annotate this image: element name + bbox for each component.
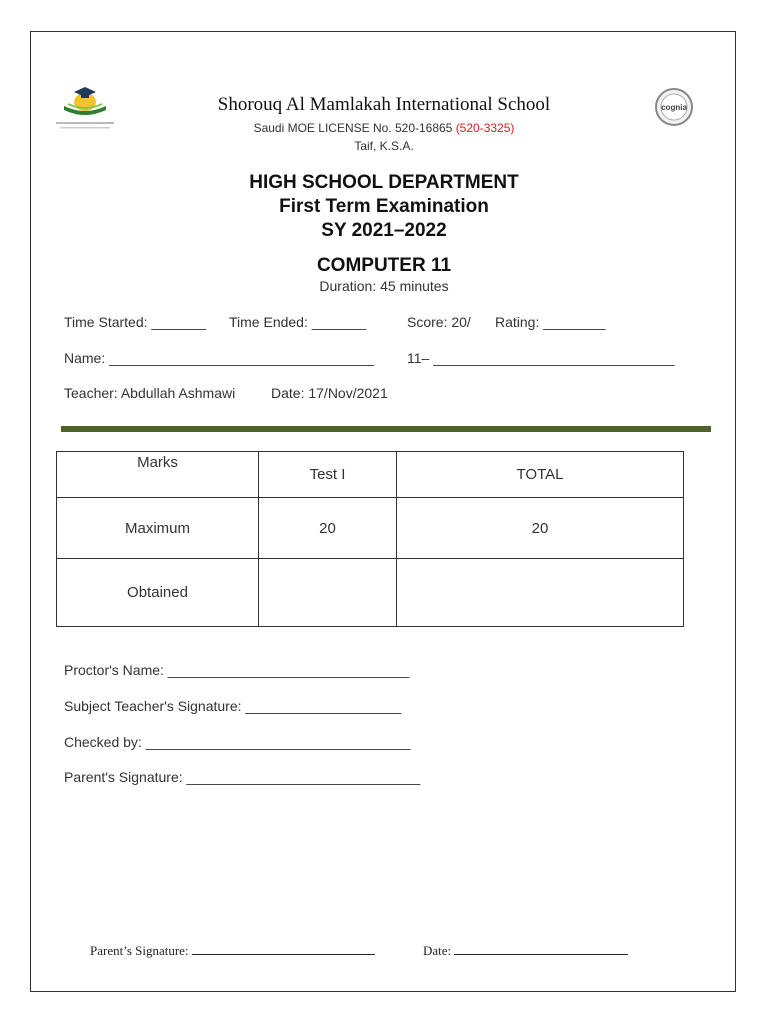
exam-term: First Term Examination (279, 196, 489, 217)
school-name: Shorouq Al Mamlakah International School (217, 94, 551, 115)
obtained-test-value[interactable] (259, 559, 397, 627)
obtained-total-value[interactable] (397, 559, 684, 627)
exam-duration: Duration: 45 minutes (319, 278, 449, 294)
exam-date: Date: 17/Nov/2021 (271, 385, 388, 401)
rating-field[interactable]: Rating: ________ (495, 314, 606, 330)
row-label: Maximum (57, 498, 259, 559)
subject-title: COMPUTER 11 (316, 255, 452, 276)
section-divider (61, 426, 711, 432)
school-city: Taif, K.S.A. (354, 139, 414, 153)
section-field[interactable]: 11– _______________________________ (407, 350, 675, 366)
header-marks: Marks (57, 452, 259, 498)
footer-date-label: Date: (423, 943, 452, 958)
row-label: Obtained (57, 559, 259, 627)
time-ended-field[interactable]: Time Ended: _______ (229, 314, 367, 330)
header-total: TOTAL (397, 452, 684, 498)
proctor-name-field[interactable]: Proctor's Name: _______________________________ (64, 662, 410, 678)
footer-parent-line[interactable] (192, 944, 375, 955)
checked-by-field[interactable]: Checked by: __________________________________ (64, 734, 411, 750)
department-title: HIGH SCHOOL DEPARTMENT (249, 172, 519, 193)
student-name-field[interactable]: Name: __________________________________ (64, 350, 374, 366)
time-started-field[interactable]: Time Started: _______ (64, 314, 206, 330)
parent-signature-field[interactable]: Parent's Signature: ______________________________ (64, 769, 421, 785)
table-row (57, 498, 684, 559)
maximum-test-value: 20 (259, 498, 397, 559)
license-number: Saudi MOE LICENSE No. 520-16865 (253, 121, 456, 135)
footer-date[interactable] (423, 943, 628, 959)
score-field[interactable]: Score: 20/ (407, 314, 471, 330)
svg-text:cognia: cognia (661, 103, 687, 112)
footer-parent-label: Parent’s Signature: (90, 943, 189, 958)
license-alt-number: (520-3325) (455, 121, 515, 135)
table-header-row (57, 452, 684, 498)
subject-teacher-signature-field[interactable]: Subject Teacher's Signature: ____________________ (64, 698, 402, 714)
school-year: SY 2021–2022 (321, 220, 447, 241)
teacher-name: Teacher: Abdullah Ashmawi (64, 385, 236, 401)
table-row (57, 559, 684, 627)
maximum-total-value: 20 (397, 498, 684, 559)
marks-table (56, 451, 684, 627)
header-test: Test I (259, 452, 397, 498)
license-line (0, 121, 768, 135)
footer-parent-signature[interactable] (90, 943, 375, 959)
footer-date-line[interactable] (454, 944, 628, 955)
